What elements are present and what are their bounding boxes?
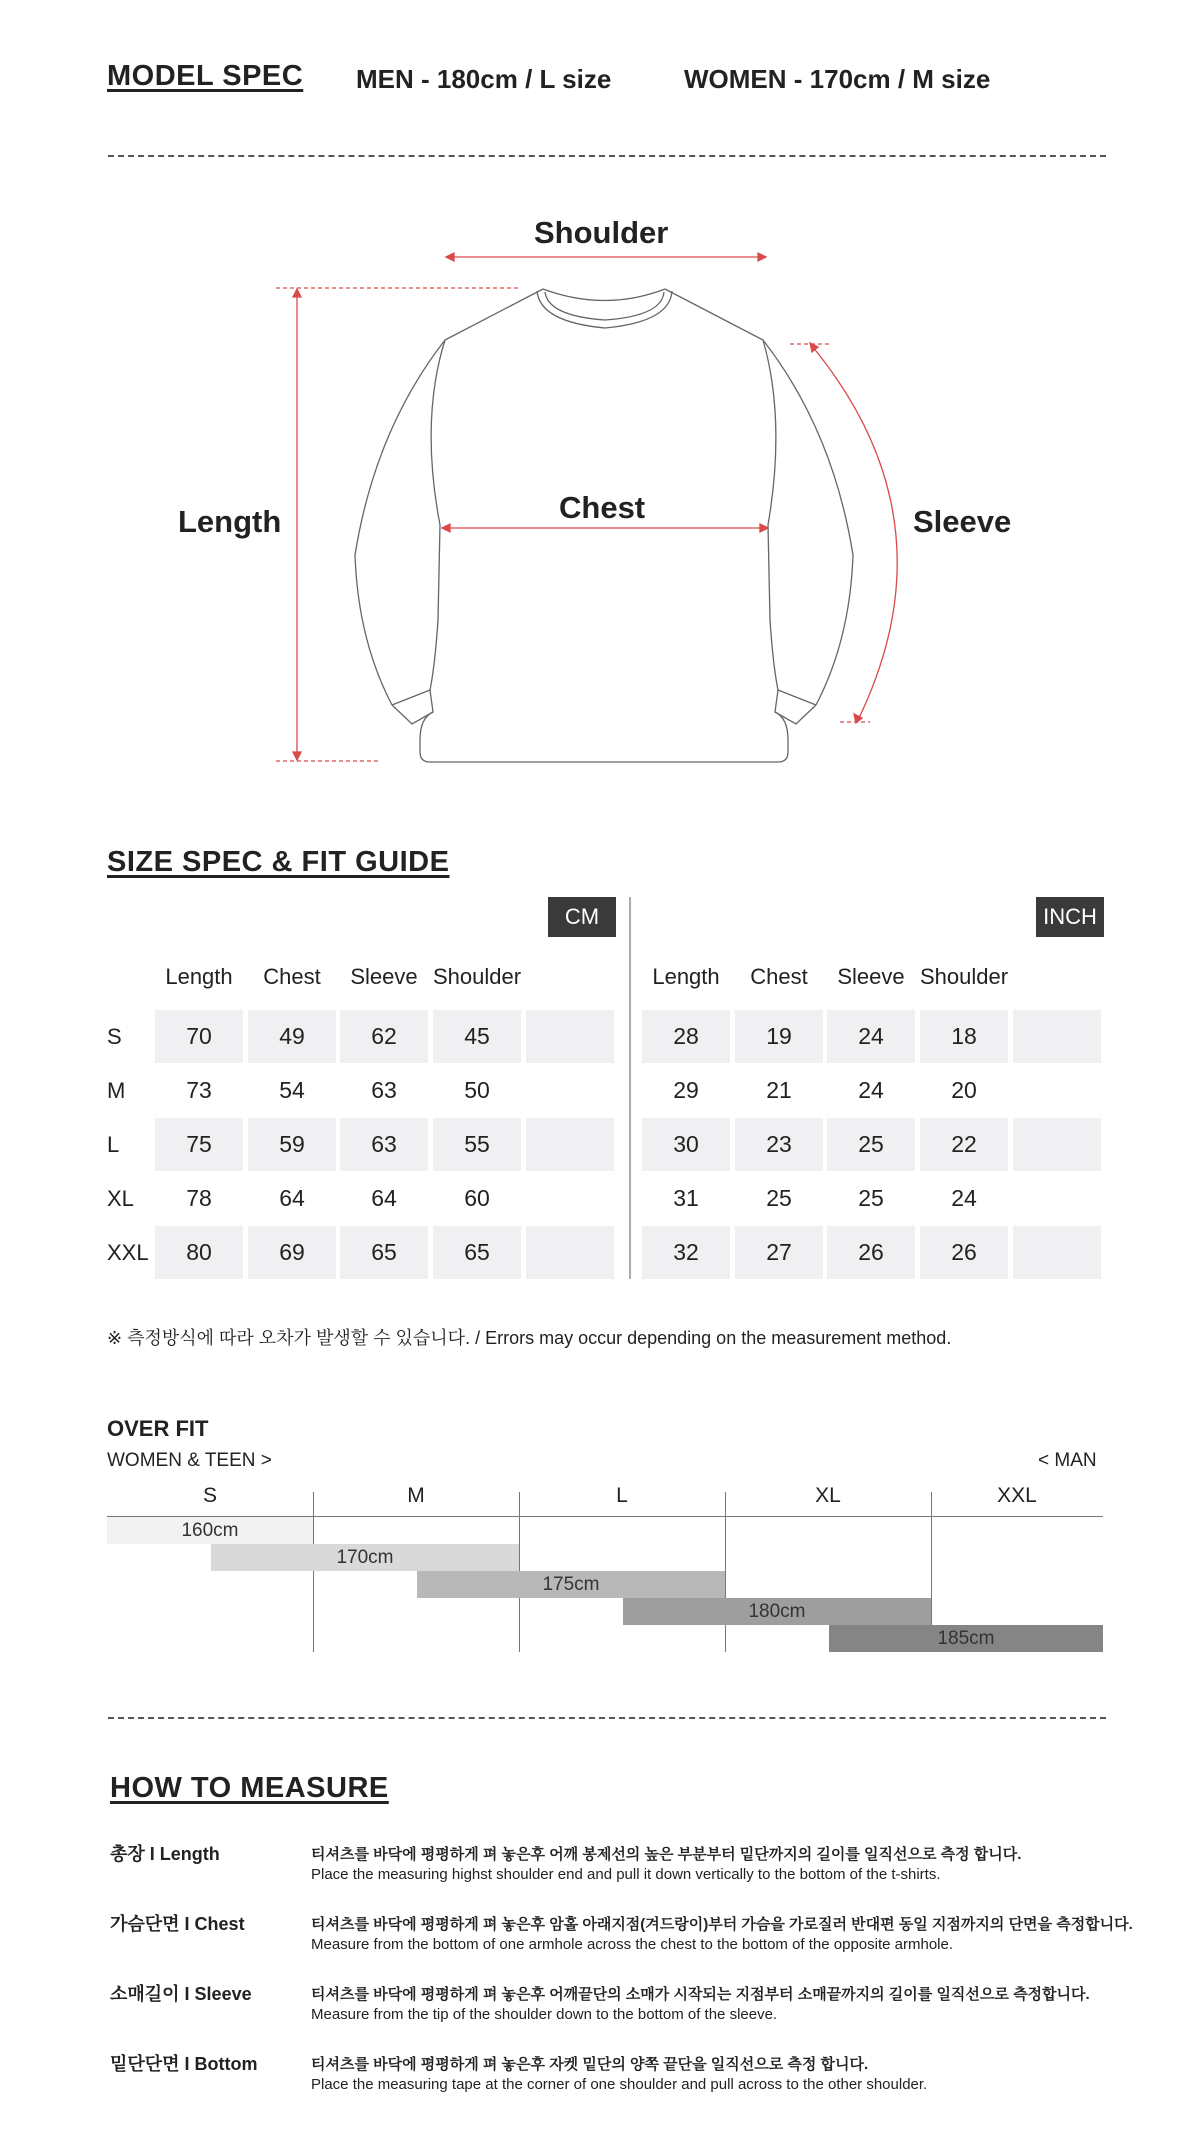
table-cell: 55 (433, 1118, 521, 1171)
fit-bar-185: 185cm (829, 1625, 1103, 1652)
table-cell: 62 (340, 1010, 428, 1063)
cm-header-sleeve: Sleeve (350, 964, 418, 989)
table-cell: 69 (248, 1226, 336, 1279)
cm-header-shoulder: Shoulder (433, 964, 522, 989)
table-cell: 54 (279, 1077, 305, 1103)
size-row-label: S (107, 1024, 122, 1049)
measure-length-label: 총장 I Length (110, 1844, 220, 1864)
table-cell: 19 (735, 1010, 823, 1063)
over-fit-title: OVER FIT (107, 1416, 209, 1441)
measure-sleeve-label: 소매길이 I Sleeve (110, 1984, 252, 2004)
measure-length-en: Place the measuring highst shoulder end and pull it down vertically to the bottom of the t-shirts. (311, 1866, 941, 1883)
size-spec-title: SIZE SPEC & FIT GUIDE (107, 846, 450, 878)
women-teen-label: WOMEN & TEEN > (107, 1450, 272, 1471)
measure-bottom-en: Place the measuring tape at the corner of one shoulder and pull across to the other shoulder. (311, 2076, 928, 2093)
size-row-label: L (107, 1132, 120, 1157)
inch-header-length: Length (652, 964, 720, 989)
table-cell: 25 (858, 1185, 884, 1211)
table-cell: 70 (155, 1010, 243, 1063)
fit-size-s: S (202, 1484, 217, 1507)
table-cell: 27 (735, 1226, 823, 1279)
table-cell: 64 (371, 1185, 397, 1211)
table-cell-empty (1013, 1010, 1101, 1063)
measure-chest-en: Measure from the bottom of one armhole across the chest to the bottom of the opposite armhole. (311, 1936, 954, 1953)
table-cell: 80 (155, 1226, 243, 1279)
table-cell-empty (1013, 1226, 1101, 1279)
sleeve-label: Sleeve (913, 504, 1012, 539)
table-cell-empty (526, 1064, 614, 1117)
inch-badge: INCH (1036, 897, 1104, 937)
table-cell-empty (526, 1226, 614, 1279)
fit-divider (313, 1492, 314, 1652)
table-cell: 25 (766, 1185, 792, 1211)
measure-bottom-label: 밑단단면 I Bottom (110, 2054, 258, 2074)
table-cell-empty (526, 1010, 614, 1063)
table-cell: 63 (371, 1077, 397, 1103)
chest-label: Chest (559, 490, 646, 525)
table-cell: 26 (920, 1226, 1008, 1279)
table-cell-empty (526, 1172, 614, 1225)
table-cell: 24 (951, 1185, 977, 1211)
model-spec-men: MEN - 180cm / L size (356, 64, 612, 94)
size-row-label: M (107, 1078, 126, 1103)
table-cell: 32 (642, 1226, 730, 1279)
measure-chest-kr: 티셔츠를 바닥에 평평하게 펴 놓은후 암홀 아래지점(겨드랑이)부터 가슴을 가로질러 반대편 동일 지점까지의 단면을 측정합니다. (311, 1916, 1133, 1933)
measure-chest-label: 가슴단면 I Chest (110, 1914, 245, 1934)
fit-bar-180: 180cm (623, 1598, 931, 1625)
cm-badge: CM (548, 897, 616, 937)
table-cell: 73 (186, 1077, 212, 1103)
inch-header-sleeve: Sleeve (837, 964, 905, 989)
table-cell: 65 (433, 1226, 521, 1279)
garment-diagram (0, 0, 1200, 800)
measurement-note: ※ 측정방식에 따라 오차가 발생할 수 있습니다. / Errors may occur depending on the measurement method. (107, 1328, 952, 1348)
inch-header-chest: Chest (750, 964, 808, 989)
fit-size-m: M (407, 1484, 425, 1507)
table-divider (629, 897, 631, 1279)
table-cell: 26 (827, 1226, 915, 1279)
fit-size-xl: XL (815, 1484, 841, 1507)
table-cell: 24 (827, 1010, 915, 1063)
measure-bottom-kr: 티셔츠를 바닥에 평평하게 펴 놓은후 자켓 밑단의 양쪽 끝단을 일직선으로 측정 합니다. (311, 2056, 869, 2073)
measure-sleeve-en: Measure from the tip of the shoulder down to the bottom of the sleeve. (311, 2006, 778, 2023)
table-cell: 64 (279, 1185, 305, 1211)
table-cell-empty (526, 1118, 614, 1171)
measure-sleeve-kr: 티셔츠를 바닥에 평평하게 펴 놓은후 어깨끝단의 소매가 시작되는 지점부터 소매끝까지의 길이를 일직선으로 측정합니다. (311, 1986, 1090, 2003)
inch-header-shoulder: Shoulder (920, 964, 1009, 989)
size-row-label: XL (107, 1186, 134, 1211)
table-cell: 22 (920, 1118, 1008, 1171)
table-cell: 59 (248, 1118, 336, 1171)
table-cell: 78 (186, 1185, 212, 1211)
length-label: Length (178, 504, 282, 539)
shoulder-label: Shoulder (534, 215, 669, 250)
model-spec-women: WOMEN - 170cm / M size (684, 64, 991, 94)
how-to-measure-title: HOW TO MEASURE (110, 1772, 389, 1804)
section-divider (108, 1717, 1106, 1719)
fit-size-xxl: XXL (997, 1484, 1037, 1507)
table-cell: 18 (920, 1010, 1008, 1063)
table-cell-empty (1013, 1118, 1101, 1171)
table-cell: 21 (766, 1077, 792, 1103)
table-cell: 65 (340, 1226, 428, 1279)
table-cell: 63 (340, 1118, 428, 1171)
table-cell: 75 (155, 1118, 243, 1171)
table-cell: 60 (464, 1185, 490, 1211)
cm-header-length: Length (165, 964, 233, 989)
measure-length-kr: 티셔츠를 바닥에 평평하게 펴 놓은후 어깨 봉제선의 높은 부분부터 밑단까지의 길이를 일직선으로 측정 합니다. (311, 1846, 1022, 1863)
table-cell: 25 (827, 1118, 915, 1171)
table-cell-empty (1013, 1064, 1101, 1117)
table-cell: 50 (464, 1077, 490, 1103)
table-cell: 23 (735, 1118, 823, 1171)
model-spec-title: MODEL SPEC (107, 60, 304, 92)
table-cell: 31 (673, 1185, 699, 1211)
fit-bar-160: 160cm (107, 1517, 313, 1544)
table-cell: 20 (951, 1077, 977, 1103)
table-cell: 45 (433, 1010, 521, 1063)
table-cell: 30 (642, 1118, 730, 1171)
table-cell: 49 (248, 1010, 336, 1063)
fit-bar-170: 170cm (211, 1544, 519, 1571)
table-cell: 28 (642, 1010, 730, 1063)
size-row-label: XXL (107, 1240, 149, 1265)
fit-bar-175: 175cm (417, 1571, 725, 1598)
table-cell-empty (1013, 1172, 1101, 1225)
table-cell: 24 (858, 1077, 884, 1103)
cm-header-chest: Chest (263, 964, 321, 989)
fit-size-l: L (616, 1484, 628, 1507)
table-cell: 29 (673, 1077, 699, 1103)
man-label: < MAN (1038, 1450, 1097, 1471)
fit-divider (725, 1492, 726, 1652)
sweatshirt-illustration (0, 0, 1200, 800)
